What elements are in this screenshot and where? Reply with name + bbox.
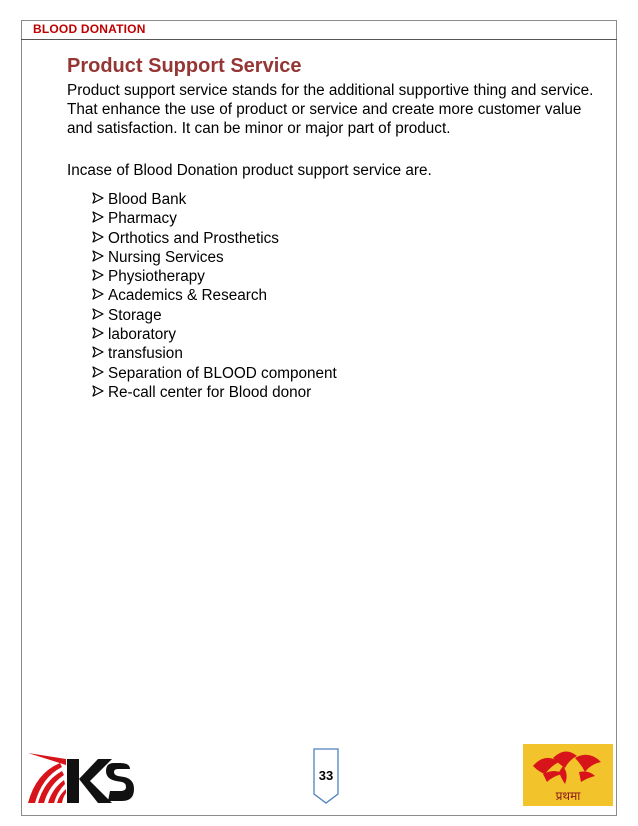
page-border [21, 20, 617, 816]
arrow-bullet-icon [92, 209, 106, 228]
arrow-bullet-icon [92, 344, 106, 363]
service-label: Storage [108, 306, 162, 324]
service-label: Separation of BLOOD component [108, 364, 337, 382]
service-label: Blood Bank [108, 191, 187, 208]
ks-logo [26, 745, 136, 807]
list-item [92, 248, 337, 267]
prathama-logo [523, 744, 613, 806]
arrow-bullet-icon [92, 286, 106, 305]
service-label: Pharmacy [108, 210, 177, 228]
arrow-bullet-icon [92, 248, 106, 267]
list-item [92, 325, 337, 344]
services-list [92, 190, 337, 402]
list-item [92, 383, 337, 402]
section-intro: Incase of Blood Donation product support service are. [67, 162, 432, 179]
page-number: 33 [318, 768, 334, 783]
arrow-bullet-icon [92, 306, 106, 325]
arrow-bullet-icon [92, 190, 106, 209]
arrow-bullet-icon [92, 229, 106, 248]
service-label: Academics & Research [108, 287, 267, 305]
service-label: Nursing Services [108, 248, 224, 266]
running-header: BLOOD DONATION [33, 22, 146, 36]
list-item [92, 306, 337, 325]
service-label: Orthotics and Prosthetics [108, 229, 279, 247]
arrow-bullet-icon [92, 364, 106, 383]
arrow-bullet-icon [92, 383, 106, 402]
list-item [92, 267, 337, 286]
section-title: Product Support Service [67, 55, 302, 77]
svg-text:प्रथमा: प्रथमा [555, 789, 581, 803]
list-item [92, 364, 337, 383]
list-item [92, 229, 337, 248]
list-item [92, 286, 337, 305]
list-item [92, 190, 337, 209]
section-paragraph: Product support service stands for the additional supportive thing and service. That enhance the use of product or service and create more customer value and satisfaction. It can be minor or major part of product. [67, 82, 594, 137]
service-label: Re-call center for Blood donor [108, 383, 312, 401]
list-item [92, 344, 337, 363]
arrow-bullet-icon [92, 325, 106, 344]
service-label: Physiotherapy [108, 268, 205, 286]
service-label: laboratory [108, 326, 177, 344]
arrow-bullet-icon [92, 267, 106, 286]
header-rule [21, 39, 617, 40]
service-label: transfusion [108, 345, 183, 363]
list-item [92, 209, 337, 228]
